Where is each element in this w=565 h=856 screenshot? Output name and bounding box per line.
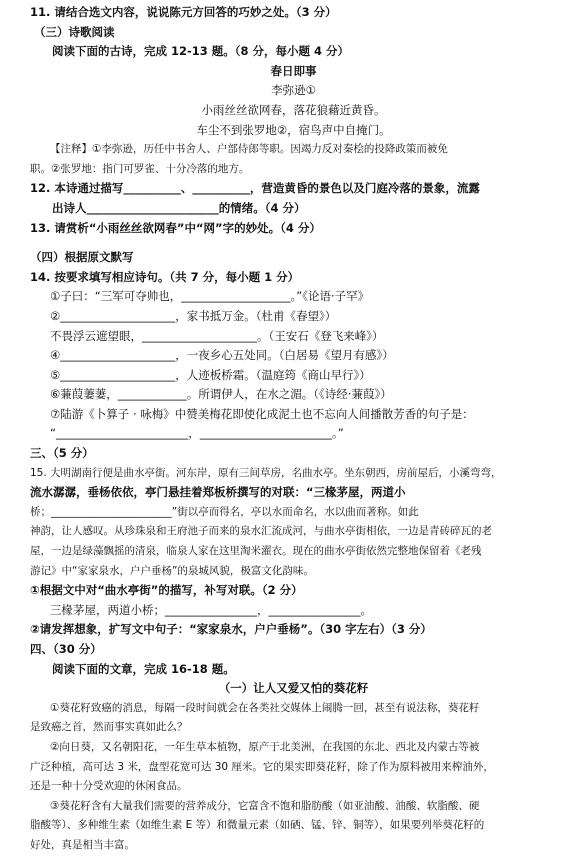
question-11: 11. 请结合选文内容，说说陈元方回答的巧妙之处。（3 分） [30,5,337,19]
poem-note-line-2: 职。②张罗地：指门可罗雀、十分冷落的地方。 [30,162,250,175]
question-15-1: ①根据文中对“曲水亭街”的描写，补写对联。（2 分） [30,583,303,598]
poem-line-1: 小雨丝丝欲网春，落花狼藉近黄昏。 [201,102,386,117]
passage-15-line-1: 15. 大明湖南行便是曲水亭街。河东岸，原有三间草房，名曲水亭。坐东朝西，房前屋后，小溪弯弯， [30,466,502,479]
article-para-2-line-2: 广泛种植，高可达 3 米，盘型花宽可达 30 厘米。它的果实即葵花籽，除了作为原料被用来榨油外， [30,760,494,773]
question-13: 13. 请赏析“小雨丝丝欲网春”中“网”字的妙处。（4 分） [30,220,321,235]
passage-15-line-2: 流水潺潺，垂杨依依，亭门悬挂着郑板桥撰写的对联：“三椽茅屋，两道小 [30,485,406,500]
dictation-item-1: ①子曰：“三军可夺帅也，___________________。”《论语·子罕》 [50,289,370,304]
article-instructions: 阅读下面的文章，完成 16-18 题。 [52,661,235,676]
article-title: （一）让人又爱又怕的葵花籽 [218,681,369,696]
question-12-line-2: 出诗人_______________________的情绪。（4 分） [52,200,306,215]
question-15-2: ②请发挥想象，扩写文中句子：“家家泉水，户户垂杨”。（30 字左右）（3 分） [30,622,432,637]
article-para-3-line-3: 好处，真是相当丰富。 [30,838,135,851]
spacer [30,238,557,248]
passage-15-line-6: 游记》中“家家泉水，户户垂杨”的泉城风貌，极富文化韵味。 [30,564,314,577]
poem-author: 李弥逊① [271,83,316,98]
article-para-3-line-2: 脂酸等）、多种维生素（如维生素 E 等）和微量元素（如硒、锰、锌、铜等），如果要列举葵花籽的 [30,819,485,832]
section-heading-poetry: （三）诗歌阅读 [34,24,115,39]
article-para-3-line-1: ③葵花籽含有大量我们需要的营养成分，它富含不饱和脂肪酸（如亚油酸、油酸、软脂酸、硬 [50,799,480,812]
poem-title: 春日即事 [270,63,317,78]
dictation-item-3: 不畏浮云遮望眼，____________________。（王安石《登飞来峰》） [50,328,384,343]
passage-15-line-3: 桥；_______________________”街以亭而得名，亭以水而命名，水以曲而著称。如此 [30,505,419,518]
dictation-item-6: ⑥蒹葭萋萋，____________。所谓伊人，在水之湄。（《诗经·蒹葭》） [50,387,392,402]
dictation-item-4: ④____________________，一夜乡心五处同。（白居易《望月有感》） [50,348,394,363]
dictation-item-7-answer: “_______________________，_______________________。” [50,426,344,441]
article-para-2-line-3: 还是一种十分受欢迎的休闲食品。 [30,780,188,793]
article-para-1-line-1: ①葵花籽致癌的消息，每隔一段时间就会在各类社交媒体上闹腾一回，甚至有说法称，葵花籽 [50,701,480,714]
poem-line-2: 车尘不到张罗地②，宿鸟声中自掩门。 [196,122,391,137]
article-para-2-line-1: ②向日葵，又名朝阳花，一年生草本植物，原产于北美洲，在我国的东北、西北及内蒙古等被 [50,740,480,753]
section-heading-dictation: （四）根据原文默写 [30,250,134,265]
poem-instructions: 阅读下面的古诗，完成 12-13 题。（8 分，每小题 4 分） [52,44,350,59]
dictation-item-7: ⑦陆游《卜算子 · 咏梅》中赞美梅花即使化成泥土也不忘向人间播散芳香的句子是： [50,406,474,421]
poem-note-line-1: 【注释】①李弥逊，历任中书舍人、户部侍郎等职。因竭力反对秦桧的投降政策而被免 [50,143,448,156]
section-heading-four: 四、（30 分） [30,642,102,656]
passage-15-line-5: 屋，一边是绿藻飘摇的清泉，临泉人家在这里淘米濯衣。现在的曲水亭街依然完整地保留着《老残 [30,545,482,558]
question-15-1-answer: 三椽茅屋，两道小桥；________________，________________。 [50,602,372,617]
question-12-line-1: 12. 本诗通过描写__________、__________，营造黄昏的景色以及门庭冷落的景象，流露 [30,181,480,196]
dictation-item-5: ⑤____________________，人迹板桥霜。（温庭筠《商山早行》） [50,367,371,382]
question-14: 14. 按要求填写相应诗句。（共 7 分，每小题 1 分） [30,269,300,284]
article-para-1-line-2: 是致癌之首，然而事实真如此么？ [30,721,188,734]
section-heading-three: 三、（5 分） [30,446,94,461]
passage-15-line-4: 神韵，让人感叹。从珍珠泉和王府池子而来的泉水汇流成河，与曲水亭街相依，一边是青砖碎瓦的老 [30,525,492,538]
dictation-item-2: ②____________________，家书抵万金。（杜甫《春望》） [50,308,337,323]
